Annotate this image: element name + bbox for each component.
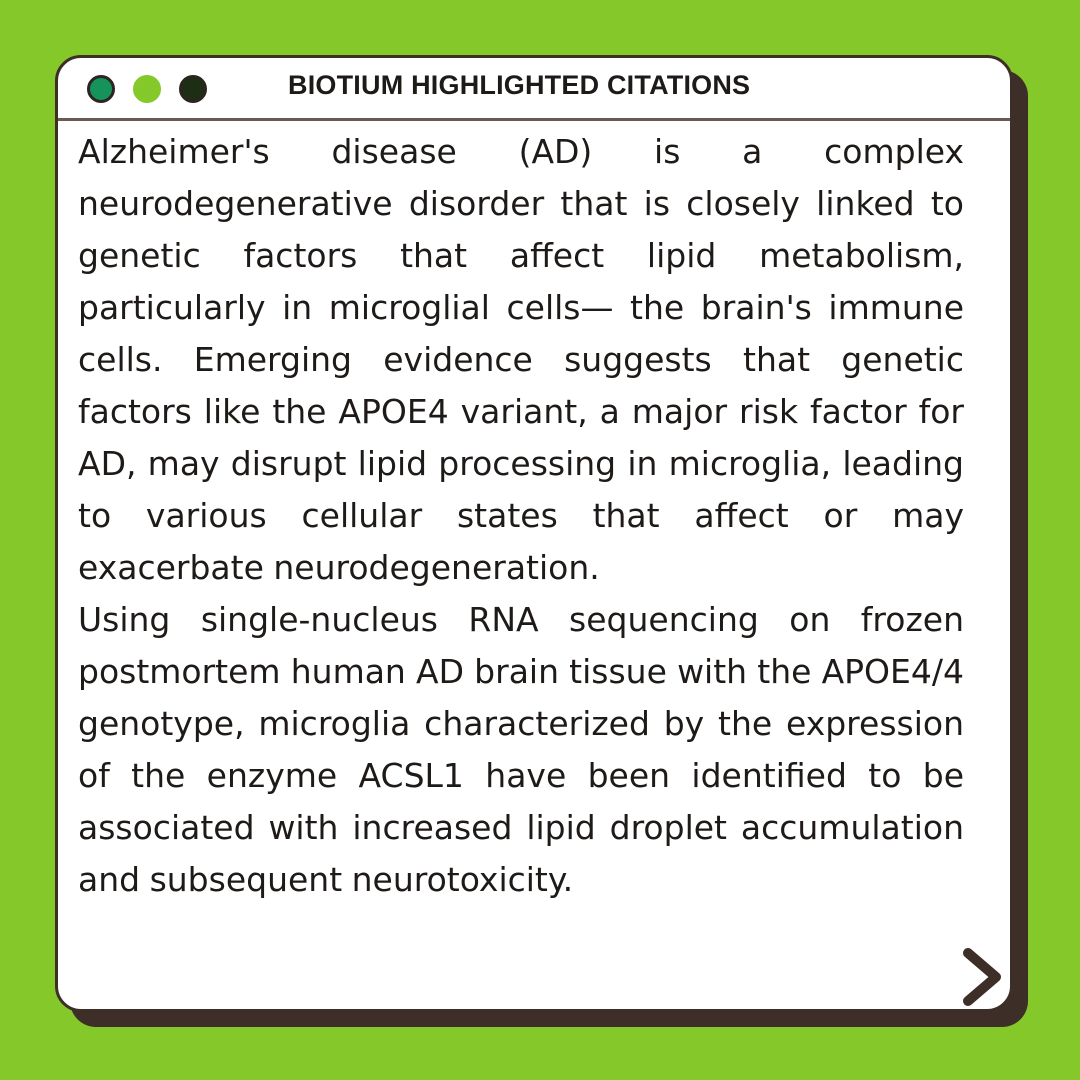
window-dot-icon <box>133 75 161 103</box>
paragraph-findings: Using single-nucleus RNA sequencing on frozen postmortem human AD brain tissue with the APOE4/4 genotype, microglia characterized by the expression of the enzyme ACSL1 have been identified to be associated with increased lipid droplet accumulation and subsequent neurotoxicity. <box>78 600 964 899</box>
window-dot-icon <box>87 75 115 103</box>
window-dot-icon <box>179 75 207 103</box>
citation-window <box>55 55 1013 1012</box>
paragraph-intro: Alzheimer's disease (AD) is a complex neurodegenerative disorder that is closely linked to genetic factors that affect lipid metabolism, particularly in microglial cells— the brain's immune cells. Emerging evidence suggests that genetic factors like the APOE4 variant, a major risk factor for AD, may disrupt lipid processing in microglia, leading to various cellular states that affect or may exacerbate neurodegeneration. <box>78 132 964 587</box>
window-title: BIOTIUM HIGHLIGHTED CITATIONS <box>288 70 751 100</box>
window-titlebar <box>58 58 1010 121</box>
chevron-right-icon[interactable] <box>958 945 1008 1009</box>
citation-text <box>78 126 964 906</box>
